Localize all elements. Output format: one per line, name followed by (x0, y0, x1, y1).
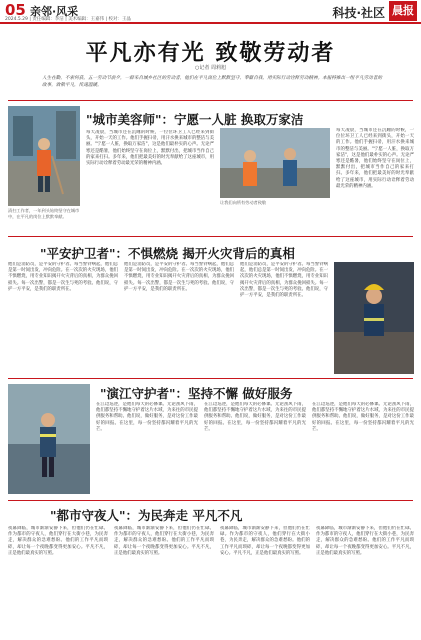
story-body-2-cont2: 他们是消防员，是平安的守护者。每当警铃响起，他们总是第一时间出发，冲向危险。在一次次的火灾现场，他们不惧燃烧，用专业知识揭开火灾背后的真相，为群众挽回损失。每一次出警，都是一次生与死的考验。他们说，守护一方平安，是我们的职责所在。 (240, 262, 328, 299)
story-body-4: 夜幕降临，城市渐渐安静下来，但他们仍在忙碌。作为都市的守夜人，他们穿行在大街小巷，为民奔走，解决群众的急难愁盼。他们的工作平凡而琐碎，却让每一个夜晚都变得更加安心。平凡不凡，正是他们最真实的写照。 (8, 526, 108, 556)
page-number: 05 (5, 1, 26, 19)
firefighter-photo (334, 262, 414, 374)
byline: ○记者 周莉旭 (195, 65, 226, 71)
divider (8, 378, 413, 379)
story-title-1: "城市美容师"：宁愿一人脏 换取万家洁 (86, 112, 304, 127)
story-body-3: 在江边巡逻，是他们每天的必修课。无论刮风下雨，他们都坚持不懈地守护着这片水域，为来往的市民提供服务和帮助。他们说，做好服务，是对这份工作最好的回报。在这里，每一份坚持都闪耀着平凡的光芒。 (96, 402, 198, 432)
divider (8, 236, 413, 237)
worker-group-photo (220, 128, 330, 198)
divider (8, 100, 413, 101)
masthead (0, 0, 421, 24)
page-headline: 平凡亦有光 致敬劳动者 (85, 40, 336, 66)
divider (8, 500, 413, 501)
story-body-3-cont2: 在江边巡逻，是他们每天的必修课。无论刮风下雨，他们都坚持不懈地守护着这片水域，为来往的市民提供服务和帮助。他们说，做好服务，是对这份工作最好的回报。在这里，每一份坚持都闪耀着平凡的光芒。 (312, 402, 414, 432)
photo-caption-2: 让我们向所有劳动者致敬 (220, 200, 267, 205)
story-body-4-cont3: 夜幕降临，城市渐渐安静下来，但他们仍在忙碌。作为都市的守夜人，他们穿行在大街小巷，为民奔走，解决群众的急难愁盼。他们的工作平凡而琐碎，却让每一个夜晚都变得更加安心。平凡不凡，正是他们最真实的写照。 (316, 526, 414, 556)
story-body-4-cont: 夜幕降临，城市渐渐安静下来，但他们仍在忙碌。作为都市的守夜人，他们穿行在大街小巷，为民奔走，解决群众的急难愁盼。他们的工作平凡而琐碎，却让每一个夜晚都变得更加安心。平凡不凡，正是他们最真实的写照。 (114, 526, 214, 556)
brand-name: 科技·社区 (332, 6, 385, 20)
section-title: 亲邻·风采 (30, 5, 79, 18)
riverside-guard-photo (8, 384, 90, 494)
newspaper-logo: 晨报 (389, 1, 417, 21)
story-title-2: "平安护卫者"：不惧燃烧 揭开火灾背后的真相 (40, 246, 295, 261)
lead-paragraph: 人生在勤，不索何获。五一劳动节前夕，一群来自城乡社区的劳动者，他们在平凡岗位上默默坚守、奉献自我，用实际行动诠释劳动精神。本报特推出一组平凡劳动者的故事，致敬平凡，传递温暖。 (42, 76, 382, 88)
story-body-2: 他们是消防员，是平安的守护者。每当警铃响起，他们总是第一时间出发，冲向危险。在一次次的火灾现场，他们不惧燃烧，用专业知识揭开火灾背后的真相，为群众挽回损失。每一次出警，都是一次生与死的考验。他们说，守护一方平安，是我们的职责所在。 (8, 262, 118, 292)
story-body-3-cont: 在江边巡逻，是他们每天的必修课。无论刮风下雨，他们都坚持不懈地守护着这片水域，为来往的市民提供服务和帮助。他们说，做好服务，是对这份工作最好的回报。在这里，每一份坚持都闪耀着平凡的光芒。 (204, 402, 306, 432)
story-body-2-cont: 他们是消防员，是平安的守护者。每当警铃响起，他们总是第一时间出发，冲向危险。在一次次的火灾现场，他们不惧燃烧，用专业知识揭开火灾背后的真相，为群众挽回损失。每一次出警，都是一次生与死的考验。他们说，守护一方平安，是我们的职责所在。 (124, 262, 234, 292)
story-body-4-cont2: 夜幕降临，城市渐渐安静下来，但他们仍在忙碌。作为都市的守夜人，他们穿行在大街小巷，为民奔走，解决群众的急难愁盼。他们的工作平凡而琐碎，却让每一个夜晚都变得更加安心。平凡不凡，正是他们最真实的写照。 (220, 526, 310, 556)
sanitation-worker-photo (8, 106, 80, 206)
photo-caption-1: 清扫工作者，一年到头始终坚守在城市中，在平凡的岗位上默默奉献。 (8, 208, 80, 219)
story-body-1-cont: 每天凌晨，当城市还在沉睡的时候，一位位环卫工人已经来到街头，开始一天的工作。他们手握扫帚，用汗水换来城市的整洁与美丽。"宁愿一人脏，换取万家洁"，这是他们最朴实的心声。无论严寒还是酷暑，他们始终坚守在岗位上，默默付出，把城市当作自己的家来打扫。多年来，他们把最美好的时光奉献给了这座城市，用实际行动诠释着劳动最光荣的精神内涵。 (336, 128, 414, 189)
story-body-1: 每天凌晨，当城市还在沉睡的时候，一位位环卫工人已经来到街头，开始一天的工作。他们手握扫帚，用汗水换来城市的整洁与美丽。"宁愿一人脏，换取万家洁"，这是他们最朴实的心声。无论严寒还是酷暑，他们始终坚守在岗位上，默默付出，把城市当作自己的家来打扫。多年来，他们把最美好的时光奉献给了这座城市，用实际行动诠释着劳动最光荣的精神内涵。 (86, 130, 214, 167)
story-title-4: "都市守夜人"：为民奔走 平凡不凡 (50, 508, 243, 523)
story-title-3: "演江守护者"：坚持不懈 做好服务 (100, 386, 293, 401)
date-line: 2024.5.29 | 责任编辑：李洁 | 美术编辑：王嘉伟 | 校对：王晶 (5, 17, 132, 22)
